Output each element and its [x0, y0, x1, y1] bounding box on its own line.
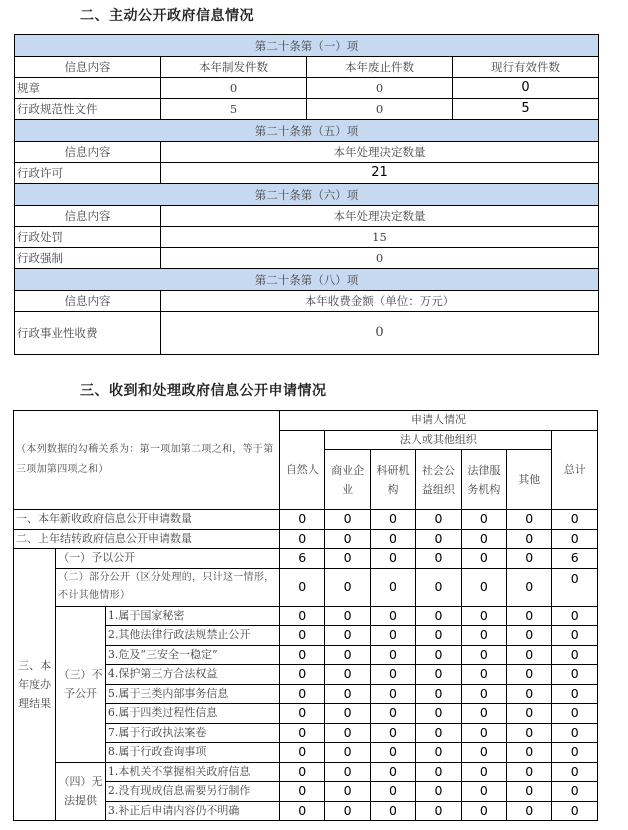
cell-value: 0	[370, 801, 415, 821]
cell-value: 0	[325, 529, 370, 549]
col-info-content: 信息内容	[15, 291, 161, 312]
row-label: 2.其他法律行政法规禁止公开	[105, 626, 279, 646]
cell-value: 0	[507, 568, 552, 606]
cell-value: 0	[280, 645, 325, 665]
table-row	[15, 163, 599, 184]
cell-value: 0	[325, 510, 370, 530]
cell-value: 0	[370, 665, 415, 685]
row-label: 1.本机关不掌握相关政府信息	[105, 762, 279, 782]
row-label: 行政处罚	[15, 227, 161, 248]
row-label: 规章	[15, 78, 161, 99]
cell-value: 0	[507, 529, 552, 549]
cell-value: 0	[370, 645, 415, 665]
row-label: 行政事业性收费	[15, 312, 161, 355]
col-info-content: 信息内容	[15, 142, 161, 163]
cell-value: 0	[370, 762, 415, 782]
table-row	[15, 78, 599, 99]
cell-value: 0	[461, 704, 506, 724]
cell-value: 0	[552, 645, 598, 665]
proactive-disclosure-table	[14, 34, 599, 355]
cell-value: 0	[325, 801, 370, 821]
col-decisions: 本年处理决定数量	[161, 206, 599, 227]
row-label: 行政强制	[15, 248, 161, 269]
cell-value: 0	[370, 626, 415, 646]
cell-value: 0	[461, 626, 506, 646]
cell-value: 0	[507, 704, 552, 724]
cell-value: 0	[416, 723, 461, 743]
col-public-welfare: 社会公益组织	[416, 450, 461, 510]
row-label: 行政规范性文件	[15, 99, 161, 120]
cell-value: 0	[552, 743, 598, 763]
col-fees: 本年收费金额（单位：万元）	[161, 291, 599, 312]
cell-value: 0	[416, 782, 461, 802]
cell-value: 0	[461, 762, 506, 782]
cell-value: 0	[325, 704, 370, 724]
cell-value: 0	[416, 665, 461, 685]
cell-value: 0	[507, 801, 552, 821]
cell-value: 0	[325, 782, 370, 802]
cell-value: 0	[325, 645, 370, 665]
cell-value: 0	[552, 723, 598, 743]
cell-value: 0	[461, 568, 506, 606]
cell-value: 0	[507, 723, 552, 743]
cell-value: 0	[461, 645, 506, 665]
group-handling-results: 三、本年度办理结果	[14, 549, 56, 821]
legal-entity-header: 法人或其他组织	[325, 430, 552, 450]
cell-value: 0	[507, 743, 552, 763]
group-cannot-provide: （四）无法提供	[56, 762, 106, 821]
cell-value: 0	[325, 665, 370, 685]
cell-value: 0	[507, 606, 552, 626]
row-label: 3.危及“三安全一稳定”	[105, 645, 279, 665]
cell-value: 0	[280, 529, 325, 549]
col-research: 科研机构	[370, 450, 415, 510]
cell-value: 0	[370, 549, 415, 569]
col-info-content: 信息内容	[15, 206, 161, 227]
col-valid: 现行有效件数	[453, 57, 599, 78]
cell-value: 0	[461, 723, 506, 743]
cell-value: 0	[161, 78, 307, 99]
row-label: 3.补正后申请内容仍不明确	[105, 801, 279, 821]
cell-value: 0	[552, 684, 598, 704]
row-label: 5.属于三类内部事务信息	[105, 684, 279, 704]
cell-value: 0	[370, 510, 415, 530]
group-not-disclosed: （三）不予公开	[56, 606, 106, 762]
cell-value: 0	[416, 606, 461, 626]
cell-value: 0	[416, 549, 461, 569]
cell-value: 0	[507, 665, 552, 685]
cell-value: 0	[461, 665, 506, 685]
cell-value: 6	[552, 549, 598, 569]
cell-value: 0	[416, 762, 461, 782]
cell-value: 0	[461, 684, 506, 704]
cell-value: 0	[453, 78, 599, 99]
cell-value: 5	[453, 99, 599, 120]
cell-value: 0	[416, 645, 461, 665]
col-total: 总计	[552, 430, 598, 510]
cell-value: 0	[507, 684, 552, 704]
table-row	[15, 248, 599, 269]
cell-value: 0	[280, 762, 325, 782]
cell-value: 0	[552, 510, 598, 530]
cell-value: 0	[552, 704, 598, 724]
cell-value: 0	[461, 529, 506, 549]
cell-value: 0	[416, 529, 461, 549]
cell-value: 0	[507, 626, 552, 646]
applicant-header: 申请人情况	[280, 411, 598, 431]
cell-value: 0	[461, 743, 506, 763]
cell-value: 0	[461, 801, 506, 821]
cell-value: 0	[461, 606, 506, 626]
col-abolished: 本年废止件数	[307, 57, 453, 78]
cell-value: 0	[280, 704, 325, 724]
cell-value: 0	[280, 665, 325, 685]
table-row	[15, 227, 599, 248]
cell-value: 0	[461, 549, 506, 569]
cell-value: 0	[507, 549, 552, 569]
cell-value: 0	[370, 743, 415, 763]
cell-value: 0	[552, 529, 598, 549]
cell-value: 0	[416, 626, 461, 646]
table-note: （本列数据的勾稽关系为：第一项加第二项之和，等于第三项加第四项之和）	[14, 411, 280, 510]
section-2-title: 二、主动公开政府信息情况	[80, 8, 254, 24]
cell-value: 0	[416, 704, 461, 724]
cell-value: 0	[370, 568, 415, 606]
row-label: 二、上年结转政府信息公开申请数量	[14, 529, 280, 549]
cell-value: 0	[161, 248, 599, 269]
cell-value: 0	[370, 723, 415, 743]
cell-value: 0	[507, 510, 552, 530]
cell-value: 0	[370, 684, 415, 704]
cell-value: 0	[416, 510, 461, 530]
table-row	[14, 510, 598, 530]
cell-value: 0	[325, 606, 370, 626]
table-row	[15, 99, 599, 120]
cell-value: 0	[161, 312, 599, 355]
cell-value: 0	[280, 684, 325, 704]
row-label: 行政许可	[15, 163, 161, 184]
cell-value: 0	[325, 626, 370, 646]
cell-value: 0	[507, 782, 552, 802]
row-label: （二）部分公开（区分处理的，只计这一情形，不计其他情形）	[56, 568, 280, 606]
cell-value: 0	[307, 78, 453, 99]
section-3-title: 三、收到和处理政府信息公开申请情况	[80, 383, 327, 399]
cell-value: 6	[280, 549, 325, 569]
row-label: 1.属于国家秘密	[105, 606, 279, 626]
table-row	[14, 606, 598, 626]
col-decisions: 本年处理决定数量	[161, 142, 599, 163]
row-label: 6.属于四类过程性信息	[105, 704, 279, 724]
cell-value: 0	[416, 801, 461, 821]
col-natural-person: 自然人	[280, 430, 325, 510]
cell-value: 0	[280, 568, 325, 606]
cell-value: 0	[325, 743, 370, 763]
cell-value: 0	[307, 99, 453, 120]
row-label: 7.属于行政执法案卷	[105, 723, 279, 743]
cell-value: 5	[161, 99, 307, 120]
row-label: 一、本年新收政府信息公开申请数量	[14, 510, 280, 530]
col-info-content: 信息内容	[15, 57, 161, 78]
cell-value: 0	[280, 510, 325, 530]
cell-value: 0	[280, 782, 325, 802]
col-business: 商业企业	[325, 450, 370, 510]
table-row	[15, 312, 599, 355]
cell-value: 0	[461, 782, 506, 802]
cell-value: 0	[552, 665, 598, 685]
col-other: 其他	[507, 450, 552, 510]
cell-value: 0	[370, 704, 415, 724]
cell-value: 0	[280, 606, 325, 626]
row-label: 4.保护第三方合法权益	[105, 665, 279, 685]
cell-value: 0	[552, 762, 598, 782]
cell-value: 0	[461, 510, 506, 530]
cell-value: 0	[552, 782, 598, 802]
cell-value: 0	[280, 626, 325, 646]
cell-value: 0	[280, 801, 325, 821]
row-label: （一）予以公开	[56, 549, 280, 569]
table-row	[14, 762, 598, 782]
cell-value: 0	[370, 782, 415, 802]
table-row	[14, 529, 598, 549]
cell-value: 0	[552, 801, 598, 821]
cell-value: 0	[507, 645, 552, 665]
cell-value: 0	[280, 723, 325, 743]
art8-header: 第二十条第（八）项	[15, 269, 599, 291]
table-row	[14, 549, 598, 569]
cell-value: 0	[280, 743, 325, 763]
cell-value: 0	[325, 684, 370, 704]
cell-value: 0	[552, 626, 598, 646]
cell-value: 0	[325, 723, 370, 743]
row-label: 2.没有现成信息需要另行制作	[105, 782, 279, 802]
cell-value: 0	[416, 684, 461, 704]
cell-value: 0	[416, 743, 461, 763]
cell-value: 0	[507, 762, 552, 782]
cell-value: 0	[370, 606, 415, 626]
art5-header: 第二十条第（五）项	[15, 120, 599, 142]
cell-value: 21	[161, 163, 599, 184]
cell-value: 0	[552, 606, 598, 626]
cell-value: 0	[370, 529, 415, 549]
cell-value: 15	[161, 227, 599, 248]
art6-header: 第二十条第（六）项	[15, 184, 599, 206]
col-legal-service: 法律服务机构	[461, 450, 506, 510]
table-row	[14, 568, 598, 606]
cell-value: 0	[325, 549, 370, 569]
cell-value: 0	[416, 568, 461, 606]
art1-header: 第二十条第（一）项	[15, 35, 599, 57]
col-issued: 本年制发件数	[161, 57, 307, 78]
application-handling-table	[13, 410, 598, 821]
row-label: 8.属于行政查询事项	[105, 743, 279, 763]
cell-value: 0	[325, 568, 370, 606]
cell-value: 0	[325, 762, 370, 782]
cell-value: 0	[552, 568, 598, 606]
